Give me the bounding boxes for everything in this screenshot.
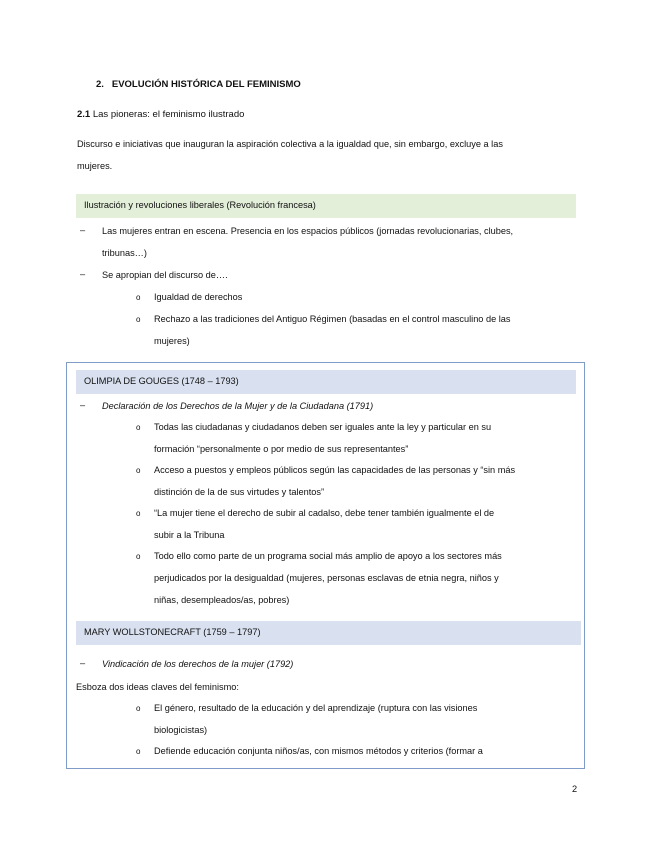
ilustracion-subitem-1: Igualdad de derechos (154, 292, 243, 302)
bullet-marker: o (136, 747, 141, 756)
section-title: EVOLUCIÓN HISTÓRICA DEL FEMINISMO (111, 79, 301, 90)
gouges-bullet-3-line-1: “La mujer tiene el derecho de subir al cadalso, debe tener también igualmente el de (154, 508, 495, 518)
dash-marker: – (80, 225, 86, 235)
ilustracion-subitem-2-line-2: mujeres) (154, 336, 190, 346)
page-number: 2 (572, 784, 578, 794)
wollstonecraft-title: MARY WOLLSTONECRAFT (1759 – 1797) (84, 627, 261, 637)
ilustracion-title: Ilustración y revoluciones liberales (Revolución francesa) (84, 200, 316, 210)
wollstonecraft-bullet-1-line-2: biologicistas) (154, 725, 208, 735)
bullet-marker: o (136, 704, 141, 713)
ilustracion-item-1-line-1: Las mujeres entran en escena. Presencia en los espacios públicos (jornadas revolucionarias, clubes, (102, 226, 514, 236)
gouges-bullet-4-line-2: perjudicados por la desigualdad (mujeres, personas esclavas de etnia negra, niños y (154, 573, 499, 583)
bullet-marker: o (136, 552, 141, 561)
wollstonecraft-bullet-1-line-1: El género, resultado de la educación y del aprendizaje (ruptura con las visiones (154, 703, 478, 713)
bullet-marker: o (136, 423, 141, 432)
gouges-bullet-1-line-2: formación “personalmente o por medio de sus representantes” (154, 444, 409, 454)
gouges-declaration: Declaración de los Derechos de la Mujer y de la Ciudadana (1791) (102, 401, 374, 411)
subsection-heading (77, 109, 244, 120)
ilustracion-item-1-line-2: tribunas…) (102, 248, 147, 258)
wollstonecraft-intro: Esboza dos ideas claves del feminismo: (76, 682, 239, 692)
gouges-bullet-4-line-3: niñas, desempleados/as, pobres) (154, 595, 290, 605)
gouges-bullet-2-line-1: Acceso a puestos y empleos públicos según las capacidades de las personas y “sin más (154, 465, 516, 475)
wollstonecraft-bullet-2-line-1: Defiende educación conjunta niños/as, con mismos métodos y criterios (formar a (154, 746, 483, 756)
subsection-number: 2.1 (77, 109, 91, 120)
dash-marker: – (80, 400, 86, 410)
bullet-marker: o (136, 466, 141, 475)
gouges-bullet-2-line-2: distinción de la de sus virtudes y talentos” (154, 487, 325, 497)
dash-marker: – (80, 658, 86, 668)
bullet-marker: o (136, 293, 141, 302)
intro-line-1: Discurso e iniciativas que inauguran la aspiración colectiva a la igualdad que, sin embargo, excluye a las (77, 139, 503, 149)
gouges-title: OLIMPIA DE GOUGES (1748 – 1793) (84, 376, 239, 386)
intro-line-2: mujeres. (77, 161, 113, 171)
bullet-marker: o (136, 315, 141, 324)
gouges-bullet-4-line-1: Todo ello como parte de un programa social más amplio de apoyo a los sectores más (154, 551, 502, 561)
subsection-title: Las pioneras: el feminismo ilustrado (92, 109, 245, 120)
dash-marker: – (80, 269, 86, 279)
bullet-marker: o (136, 509, 141, 518)
wollstonecraft-vindication: Vindicación de los derechos de la mujer (1792) (102, 659, 294, 669)
gouges-bullet-3-line-2: subir a la Tribuna (154, 530, 225, 540)
section-heading (96, 79, 301, 90)
gouges-bullet-1-line-1: Todas las ciudadanas y ciudadanos deben ser iguales ante la ley y particular en su (154, 422, 492, 432)
section-number: 2. (96, 79, 104, 90)
ilustracion-subitem-2-line-1: Rechazo a las tradiciones del Antiguo Régimen (basadas en el control masculino de las (154, 314, 511, 324)
ilustracion-item-2: Se apropian del discurso de…. (102, 270, 228, 280)
